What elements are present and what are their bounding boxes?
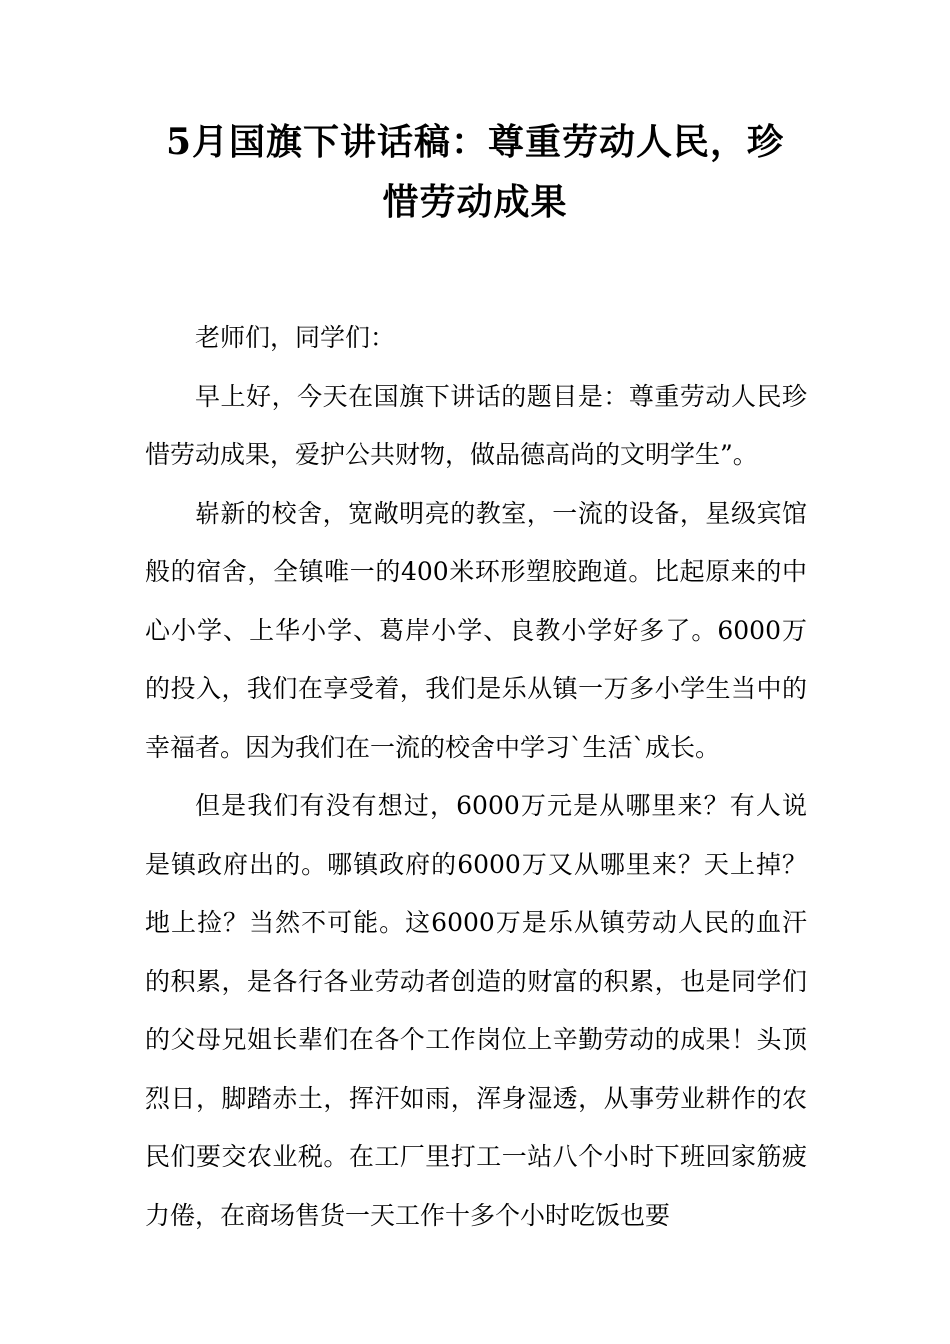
document-title <box>150 112 800 232</box>
labor-paragraph: 但是我们有没有想过，6000万元是从哪里来？有人说是镇政府出的。哪镇政府的6000万又从哪里来？天上掉？地上捡？当然不可能。这6000万是乐从镇劳动人民的血汗的积累，是各行各业劳动者创造的财富的积累，也是同学们的父母兄姐长辈们在各个工作岗位上辛勤劳动的成果！头顶烈日，脚踏赤土，挥汗如雨，浑身湿透，从事劳业耕作的农民们要交农业税。在工厂里打工一站八个小时下班回家筋疲力倦，在商场售货一天工作十多个小时吃饭也要 <box>145 791 807 1230</box>
greeting-paragraph: 早上好，今天在国旗下讲话的题目是：尊重劳动人民珍惜劳动成果，爱护公共财物，做品德高尚的文明学生”。 <box>145 381 807 469</box>
salutation-paragraph: 老师们，同学们： <box>195 323 396 352</box>
campus-paragraph: 崭新的校舍，宽敞明亮的教室，一流的设备，星级宾馆般的宿舍，全镇唯一的400米环形塑胶跑道。比起原来的中心小学、上华小学、葛岸小学、良教小学好多了。6000万的投入，我们在享受着，我们是乐从镇一万多小学生当中的幸福者。因为我们在一流的校舍中学习`生活`成长。 <box>145 498 807 762</box>
title-line-2: 惜劳动成果 <box>382 181 568 223</box>
title-line-1: 5月国旗下讲话稿：尊重劳动人民，珍 <box>165 121 785 163</box>
document-body <box>145 309 807 1245</box>
